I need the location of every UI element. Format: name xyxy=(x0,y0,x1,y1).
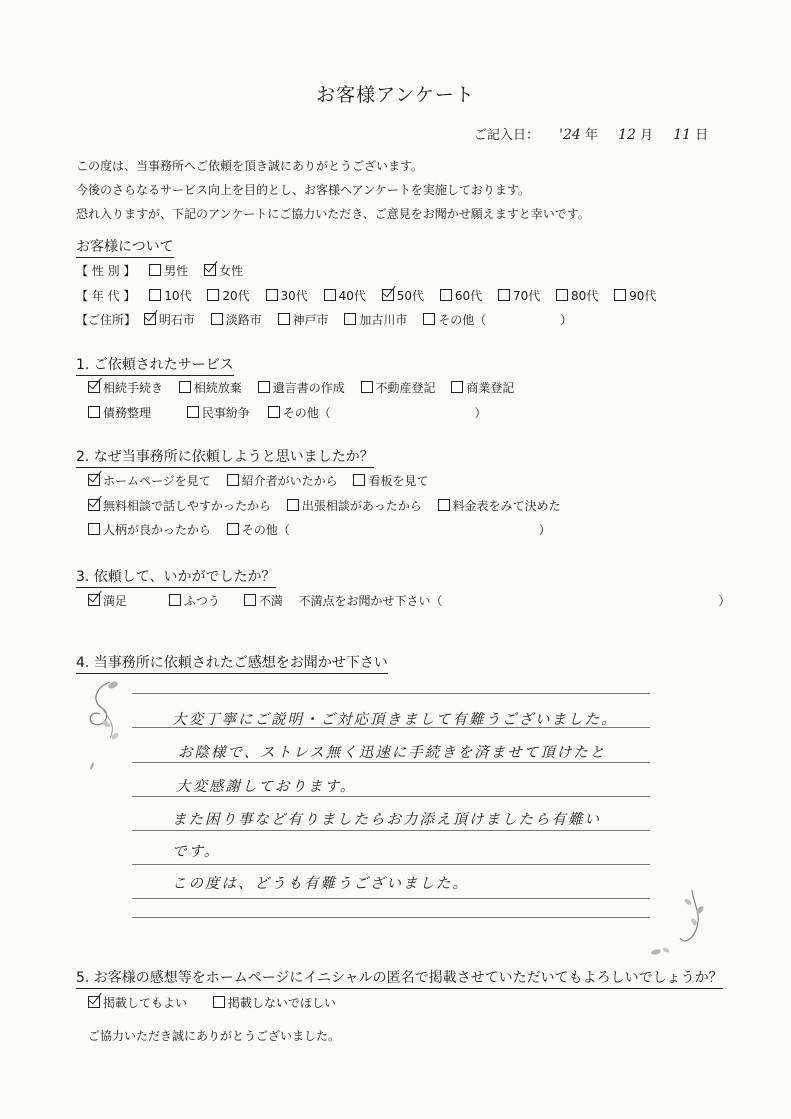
checkbox[interactable] xyxy=(88,523,100,535)
q1-row-2 xyxy=(88,404,487,421)
checkbox-checked[interactable] xyxy=(88,996,100,1008)
checkbox[interactable] xyxy=(423,313,435,325)
option-satisfied[interactable]: 満足 xyxy=(88,592,127,609)
q2-row-1 xyxy=(88,472,440,489)
closing-message: ご協力いただき誠にありがとうございました。 xyxy=(88,1029,341,1043)
date-month-unit: 月 xyxy=(640,128,654,143)
option-normal[interactable]: ふつう xyxy=(169,592,220,609)
date-day-unit: 日 xyxy=(695,128,709,143)
option-will[interactable]: 遺言書の作成 xyxy=(258,379,345,396)
option-reason-other[interactable]: その他（ xyxy=(227,521,290,538)
address-other-close: ） xyxy=(560,313,573,327)
gender-row xyxy=(76,262,255,279)
checkbox[interactable] xyxy=(440,289,452,301)
comment-line: また困り事など有りましたらお力添え頂けましたら有難い xyxy=(172,812,601,828)
option-free-consult[interactable]: 無料相談で話しやすかったから xyxy=(88,497,271,514)
checkbox[interactable] xyxy=(438,499,450,511)
checkbox[interactable] xyxy=(207,289,219,301)
option-male[interactable]: 男性 xyxy=(149,262,188,279)
option-publish-no[interactable]: 掲載しないでほしい xyxy=(213,994,336,1011)
date-label: ご記入日： xyxy=(474,128,540,143)
checkbox[interactable] xyxy=(187,406,199,418)
checkbox[interactable] xyxy=(149,289,161,301)
option-price-list[interactable]: 料金表をみて決めた xyxy=(438,497,561,514)
checkbox[interactable] xyxy=(614,289,626,301)
option-service-other[interactable]: その他（ xyxy=(268,404,331,421)
ruled-line xyxy=(132,864,650,865)
checkbox[interactable] xyxy=(361,381,373,393)
ruled-line xyxy=(132,762,650,763)
checkbox[interactable] xyxy=(556,289,568,301)
option-signboard[interactable]: 看板を見て xyxy=(353,472,428,489)
option-personality[interactable]: 人柄が良かったから xyxy=(88,521,211,538)
option-kobe[interactable]: 神戸市 xyxy=(278,311,329,328)
q1-row-1 xyxy=(88,379,526,396)
date-year: '24 xyxy=(559,127,581,143)
ruled-line xyxy=(132,796,650,797)
intro-line: この度は、当事務所へご依頼を頂き誠にありがとうございます。 xyxy=(76,159,424,173)
checkbox[interactable] xyxy=(344,313,356,325)
option-female[interactable]: 女性 xyxy=(204,262,243,279)
checkbox[interactable] xyxy=(268,406,280,418)
section-about-heading: お客様について xyxy=(76,236,174,258)
comment-line: 大変感謝しております。 xyxy=(176,779,357,795)
date-month: 12 xyxy=(618,127,636,143)
checkbox[interactable] xyxy=(213,996,225,1008)
checkbox[interactable] xyxy=(227,523,239,535)
checkbox[interactable] xyxy=(451,381,463,393)
checkbox[interactable] xyxy=(179,381,191,393)
checkbox-checked[interactable] xyxy=(88,381,100,393)
option-renunciation[interactable]: 相続放棄 xyxy=(179,379,242,396)
address-label: 【ご住所】 xyxy=(76,313,137,327)
option-age-80[interactable]: 80代 xyxy=(556,287,598,304)
address-row xyxy=(76,311,572,328)
checkbox-checked[interactable] xyxy=(382,289,394,301)
date-day: 11 xyxy=(673,127,692,143)
checkbox-checked[interactable] xyxy=(88,594,100,606)
checkbox[interactable] xyxy=(169,594,181,606)
option-age-90[interactable]: 90代 xyxy=(614,287,656,304)
checkbox-checked[interactable] xyxy=(88,474,100,486)
checkbox-checked[interactable] xyxy=(144,313,156,325)
checkbox[interactable] xyxy=(266,289,278,301)
comment-line: です。 xyxy=(172,844,221,860)
vine-ornament-icon xyxy=(644,886,714,964)
option-akashi[interactable]: 明石市 xyxy=(144,311,195,328)
option-age-50[interactable]: 50代 xyxy=(382,287,424,304)
option-age-20[interactable]: 20代 xyxy=(207,287,249,304)
checkbox[interactable] xyxy=(287,499,299,511)
option-visit-consult[interactable]: 出張相談があったから xyxy=(287,497,422,514)
option-real-estate[interactable]: 不動産登記 xyxy=(361,379,436,396)
option-referral[interactable]: 紹介者がいたから xyxy=(227,472,338,489)
dissatisfaction-prompt: 不満点をお聞かせ下さい（ xyxy=(298,594,443,608)
comment-line: お陰様で、ストレス無く迅速に手続きを済ませて頂けたと xyxy=(178,745,607,761)
service-other-close: ） xyxy=(474,406,487,420)
section-1-heading: 1. ご依頼されたサービス xyxy=(76,354,234,376)
checkbox[interactable] xyxy=(324,289,336,301)
section-4-heading: 4. 当事務所に依頼されたご感想をお聞かせ下さい xyxy=(76,652,388,674)
vine-ornament-icon xyxy=(80,676,130,776)
ruled-line xyxy=(132,693,650,694)
section-5-heading: 5. お客様の感想等をホームページにイニシャルの匿名で掲載させていただいてもよろしいでしょうか？ xyxy=(76,967,723,989)
q3-row xyxy=(88,592,730,609)
comment-line: この度は、どうも有難うございました。 xyxy=(172,876,469,892)
checkbox[interactable] xyxy=(278,313,290,325)
ruled-line xyxy=(132,830,650,831)
section-2-heading: 2. なぜ当事務所に依頼しようと思いましたか？ xyxy=(76,446,374,468)
checkbox[interactable] xyxy=(244,594,256,606)
option-address-other[interactable]: その他（ xyxy=(423,311,486,328)
option-homepage[interactable]: ホームページを見て xyxy=(88,472,211,489)
option-age-70[interactable]: 70代 xyxy=(498,287,540,304)
option-kakogawa[interactable]: 加古川市 xyxy=(344,311,407,328)
option-commercial[interactable]: 商業登記 xyxy=(451,379,514,396)
intro-line: 恐れ入りますが、下記のアンケートにご協力いただき、ご意見をお聞かせ願えますと幸いです。 xyxy=(76,207,590,221)
checkbox[interactable] xyxy=(498,289,510,301)
dissatisfaction-close: ） xyxy=(718,594,731,608)
checkbox-checked[interactable] xyxy=(88,499,100,511)
checkbox[interactable] xyxy=(88,406,100,418)
section-3-heading: 3. 依頼して、いかがでしたか？ xyxy=(76,566,276,588)
checkbox[interactable] xyxy=(353,474,365,486)
reason-other-close: ） xyxy=(538,523,551,537)
q2-row-2 xyxy=(88,497,573,514)
checkbox[interactable] xyxy=(149,264,161,276)
option-inheritance[interactable]: 相続手続き xyxy=(88,379,163,396)
age-label: 【 年 代 】 xyxy=(76,289,136,303)
q5-row xyxy=(88,994,348,1011)
ruled-line xyxy=(132,917,650,918)
comment-line: 大変丁寧にご説明・ご対応頂きまして有難うございました。 xyxy=(172,712,618,728)
option-age-60[interactable]: 60代 xyxy=(440,287,482,304)
option-age-40[interactable]: 40代 xyxy=(324,287,366,304)
date-field xyxy=(474,124,708,143)
checkbox-checked[interactable] xyxy=(204,264,216,276)
option-debt[interactable]: 債務整理 xyxy=(88,404,151,421)
page-title: お客様アンケート xyxy=(316,84,475,106)
date-year-unit: 年 xyxy=(584,128,598,143)
age-row xyxy=(76,287,668,304)
option-dissatisfied[interactable]: 不満 xyxy=(244,592,283,609)
option-publish-ok[interactable]: 掲載してもよい xyxy=(88,994,187,1011)
gender-label: 【 性 別 】 xyxy=(76,264,136,278)
option-age-10[interactable]: 10代 xyxy=(149,287,191,304)
option-awaji[interactable]: 淡路市 xyxy=(211,311,262,328)
option-age-30[interactable]: 30代 xyxy=(266,287,308,304)
checkbox[interactable] xyxy=(227,474,239,486)
checkbox[interactable] xyxy=(211,313,223,325)
ruled-line xyxy=(132,898,650,899)
intro-line: 今後のさらなるサービス向上を目的とし、お客様へアンケートを実施しております。 xyxy=(76,183,530,197)
q2-row-3 xyxy=(88,521,551,538)
option-civil[interactable]: 民事紛争 xyxy=(187,404,250,421)
checkbox[interactable] xyxy=(258,381,270,393)
